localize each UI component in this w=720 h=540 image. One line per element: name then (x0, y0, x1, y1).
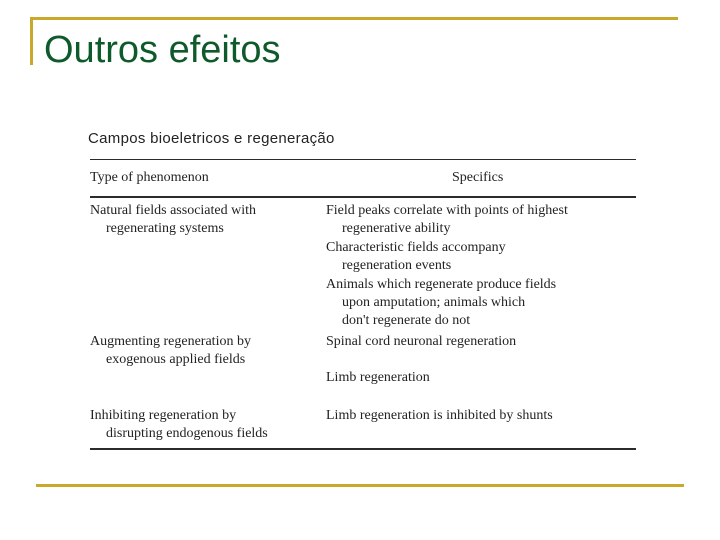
row-1-specific-1 (326, 202, 568, 238)
cell-line: Field peaks correlate with points of highest (326, 203, 568, 218)
cell-line: don't regenerate do not (342, 313, 471, 328)
row-2-specific-1 (326, 333, 516, 351)
cell-line: regenerating systems (106, 221, 224, 236)
slide-top-rule (30, 17, 678, 20)
cell-line: Limb regeneration is inhibited by shunts (326, 408, 553, 423)
cell-line: Spinal cord neuronal regeneration (326, 334, 517, 349)
slide-bottom-rule (36, 484, 684, 487)
slide-left-rule (30, 17, 33, 65)
row-3-phenomenon (90, 407, 268, 443)
cell-line: exogenous applied fields (106, 352, 246, 367)
cell-line: regenerative ability (342, 221, 451, 236)
cell-line: regeneration events (342, 258, 452, 273)
table-caption: Campos bioeletricos e regeneração (88, 130, 335, 147)
column-header-specifics: Specifics (452, 170, 504, 185)
row-1-specific-3 (326, 276, 556, 330)
column-header-phenomenon: Type of phenomenon (90, 170, 209, 185)
cell-line: Animals which regenerate produce fields (326, 277, 557, 292)
table-bottom-rule (90, 448, 636, 450)
slide-title: Outros efeitos (44, 29, 281, 71)
table-header-rule (90, 196, 636, 198)
cell-line: Limb regeneration (326, 370, 430, 385)
cell-line: Augmenting regeneration by (90, 334, 251, 349)
row-2-phenomenon (90, 333, 251, 369)
cell-line: Natural fields associated with (90, 203, 257, 218)
table-top-rule (90, 159, 636, 160)
cell-line: disrupting endogenous fields (106, 426, 268, 441)
row-3-specific-1 (326, 407, 553, 425)
row-1-specific-2 (326, 239, 506, 275)
table-figure (80, 122, 646, 458)
row-1-phenomenon (90, 202, 256, 238)
cell-line: Characteristic fields accompany (326, 240, 506, 255)
row-2-specific-2 (326, 369, 430, 387)
cell-line: upon amputation; animals which (342, 295, 526, 310)
cell-line: Inhibiting regeneration by (90, 408, 237, 423)
